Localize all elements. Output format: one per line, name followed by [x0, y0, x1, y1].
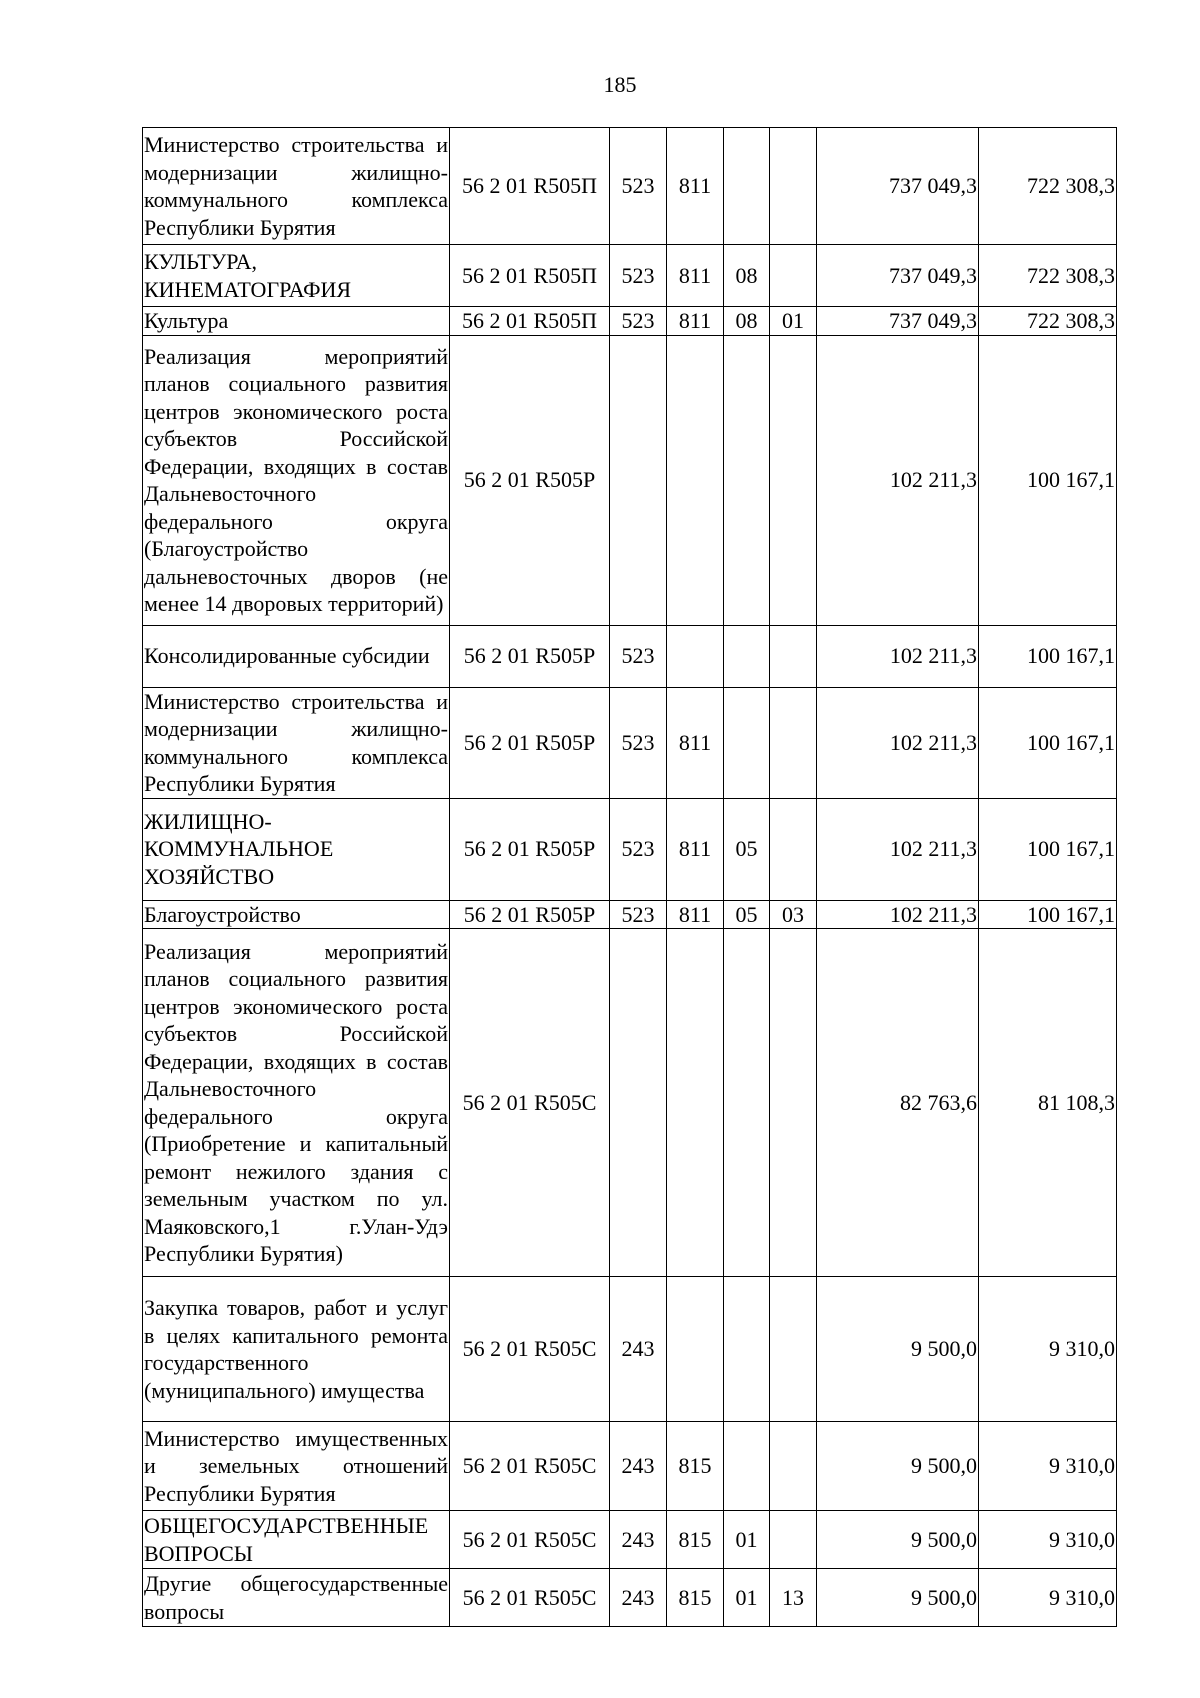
amount-year-2: 100 167,1 — [979, 900, 1117, 929]
expense-type-code: 523 — [610, 900, 667, 929]
amount-year-2: 9 310,0 — [979, 1511, 1117, 1569]
table-row — [143, 1511, 1117, 1569]
subsection-code — [770, 687, 817, 798]
target-article-code: 56 2 01 R505П — [450, 307, 610, 336]
section-code: 05 — [724, 900, 770, 929]
row-name: ЖИЛИЩНО-КОММУНАЛЬНОЕ ХОЗЯЙСТВО — [143, 798, 450, 900]
row-name: Консолидированные субсидии — [143, 625, 450, 687]
table-row — [143, 929, 1117, 1277]
target-article-code: 56 2 01 R505П — [450, 245, 610, 307]
target-article-code: 56 2 01 R505С — [450, 1422, 610, 1511]
amount-year-1: 9 500,0 — [817, 1422, 979, 1511]
section-code — [724, 687, 770, 798]
ministry-code — [667, 1277, 724, 1422]
section-code: 01 — [724, 1569, 770, 1627]
amount-year-1: 737 049,3 — [817, 128, 979, 245]
ministry-code: 811 — [667, 245, 724, 307]
amount-year-1: 102 211,3 — [817, 625, 979, 687]
table-row — [143, 1422, 1117, 1511]
target-article-code: 56 2 01 R505С — [450, 1569, 610, 1627]
ministry-code: 811 — [667, 687, 724, 798]
amount-year-2: 9 310,0 — [979, 1569, 1117, 1627]
amount-year-1: 102 211,3 — [817, 798, 979, 900]
subsection-code — [770, 1511, 817, 1569]
expense-type-code — [610, 335, 667, 625]
expense-type-code: 523 — [610, 128, 667, 245]
table-row — [143, 307, 1117, 336]
section-code — [724, 1277, 770, 1422]
ministry-code: 815 — [667, 1422, 724, 1511]
ministry-code: 811 — [667, 798, 724, 900]
amount-year-2: 81 108,3 — [979, 929, 1117, 1277]
amount-year-1: 102 211,3 — [817, 900, 979, 929]
subsection-code — [770, 798, 817, 900]
amount-year-1: 737 049,3 — [817, 245, 979, 307]
amount-year-2: 100 167,1 — [979, 625, 1117, 687]
amount-year-1: 9 500,0 — [817, 1277, 979, 1422]
row-name: Министерство строительства и модернизации жилищно-коммунального комплекса Республики Бурятия — [143, 128, 450, 245]
target-article-code: 56 2 01 R505Р — [450, 335, 610, 625]
row-name: Благоустройство — [143, 900, 450, 929]
row-name: Другие общегосударственные вопросы — [143, 1569, 450, 1627]
subsection-code — [770, 625, 817, 687]
ministry-code: 815 — [667, 1511, 724, 1569]
subsection-code — [770, 929, 817, 1277]
ministry-code — [667, 335, 724, 625]
amount-year-1: 82 763,6 — [817, 929, 979, 1277]
subsection-code: 03 — [770, 900, 817, 929]
section-code: 08 — [724, 307, 770, 336]
subsection-code — [770, 335, 817, 625]
amount-year-1: 9 500,0 — [817, 1511, 979, 1569]
budget-table — [142, 127, 1117, 1627]
table-row — [143, 798, 1117, 900]
section-code — [724, 625, 770, 687]
expense-type-code: 523 — [610, 307, 667, 336]
amount-year-2: 100 167,1 — [979, 687, 1117, 798]
ministry-code — [667, 625, 724, 687]
table-row — [143, 687, 1117, 798]
table-row — [143, 245, 1117, 307]
budget-table-body — [143, 128, 1117, 1627]
expense-type-code: 523 — [610, 625, 667, 687]
target-article-code: 56 2 01 R505П — [450, 128, 610, 245]
table-row — [143, 625, 1117, 687]
amount-year-2: 100 167,1 — [979, 798, 1117, 900]
row-name: Реализация мероприятий планов социального развития центров экономического роста субъектов Российской Федерации, входящих в состав Дальневосточного федерального округа (Благоустройство дальневосточных дворов (не менее 14 дворовых территорий) — [143, 335, 450, 625]
table-row — [143, 900, 1117, 929]
section-code — [724, 335, 770, 625]
ministry-code: 811 — [667, 128, 724, 245]
row-name: Министерство строительства и модернизации жилищно-коммунального комплекса Республики Бурятия — [144, 688, 448, 796]
amount-year-2: 100 167,1 — [979, 335, 1117, 625]
amount-year-2: 722 308,3 — [979, 128, 1117, 245]
target-article-code: 56 2 01 R505Р — [450, 687, 610, 798]
amount-year-2: 722 308,3 — [979, 245, 1117, 307]
target-article-code: 56 2 01 R505Р — [450, 900, 610, 929]
row-name: КУЛЬТУРА, КИНЕМАТОГРАФИЯ — [143, 245, 450, 307]
subsection-code — [770, 245, 817, 307]
amount-year-1: 102 211,3 — [817, 687, 979, 798]
target-article-code: 56 2 01 R505Р — [450, 798, 610, 900]
table-row — [143, 128, 1117, 245]
row-name: Закупка товаров, работ и услуг в целях капитального ремонта государственного (муниципального) имущества — [143, 1277, 450, 1422]
expense-type-code: 523 — [610, 798, 667, 900]
section-code: 01 — [724, 1511, 770, 1569]
section-code — [724, 1422, 770, 1511]
ministry-code: 811 — [667, 307, 724, 336]
expense-type-code: 523 — [610, 245, 667, 307]
expense-type-code: 243 — [610, 1277, 667, 1422]
subsection-code: 01 — [770, 307, 817, 336]
expense-type-code: 523 — [610, 687, 667, 798]
subsection-code — [770, 1422, 817, 1511]
expense-type-code: 243 — [610, 1569, 667, 1627]
target-article-code: 56 2 01 R505С — [450, 929, 610, 1277]
amount-year-1: 102 211,3 — [817, 335, 979, 625]
subsection-code: 13 — [770, 1569, 817, 1627]
ministry-code — [667, 929, 724, 1277]
target-article-code: 56 2 01 R505Р — [450, 625, 610, 687]
amount-year-1: 737 049,3 — [817, 307, 979, 336]
target-article-code: 56 2 01 R505С — [450, 1511, 610, 1569]
expense-type-code: 243 — [610, 1511, 667, 1569]
ministry-code: 811 — [667, 900, 724, 929]
amount-year-2: 722 308,3 — [979, 307, 1117, 336]
section-code — [724, 929, 770, 1277]
subsection-code — [770, 1277, 817, 1422]
subsection-code — [770, 128, 817, 245]
section-code — [724, 128, 770, 245]
section-code: 05 — [724, 798, 770, 900]
target-article-code: 56 2 01 R505С — [450, 1277, 610, 1422]
amount-year-2: 9 310,0 — [979, 1422, 1117, 1511]
row-name: Культура — [143, 307, 450, 336]
page-number: 185 — [603, 72, 637, 97]
amount-year-2: 9 310,0 — [979, 1277, 1117, 1422]
amount-year-1: 9 500,0 — [817, 1569, 979, 1627]
table-row — [143, 1277, 1117, 1422]
table-row — [143, 335, 1117, 625]
row-name: Реализация мероприятий планов социального развития центров экономического роста субъектов Российской Федерации, входящих в состав Дальневосточного федерального округа (Приобретение и капитальный ремонт нежилого здания с земельным участком по ул. Маяковского,1 г.Улан-Удэ Республики Бурятия) — [143, 929, 450, 1277]
table-row — [143, 1569, 1117, 1627]
expense-type-code — [610, 929, 667, 1277]
row-name: ОБЩЕГОСУДАРСТВЕННЫЕ ВОПРОСЫ — [143, 1511, 450, 1569]
ministry-code: 815 — [667, 1569, 724, 1627]
section-code: 08 — [724, 245, 770, 307]
row-name: Министерство имущественных и земельных отношений Республики Бурятия — [143, 1422, 450, 1511]
expense-type-code: 243 — [610, 1422, 667, 1511]
